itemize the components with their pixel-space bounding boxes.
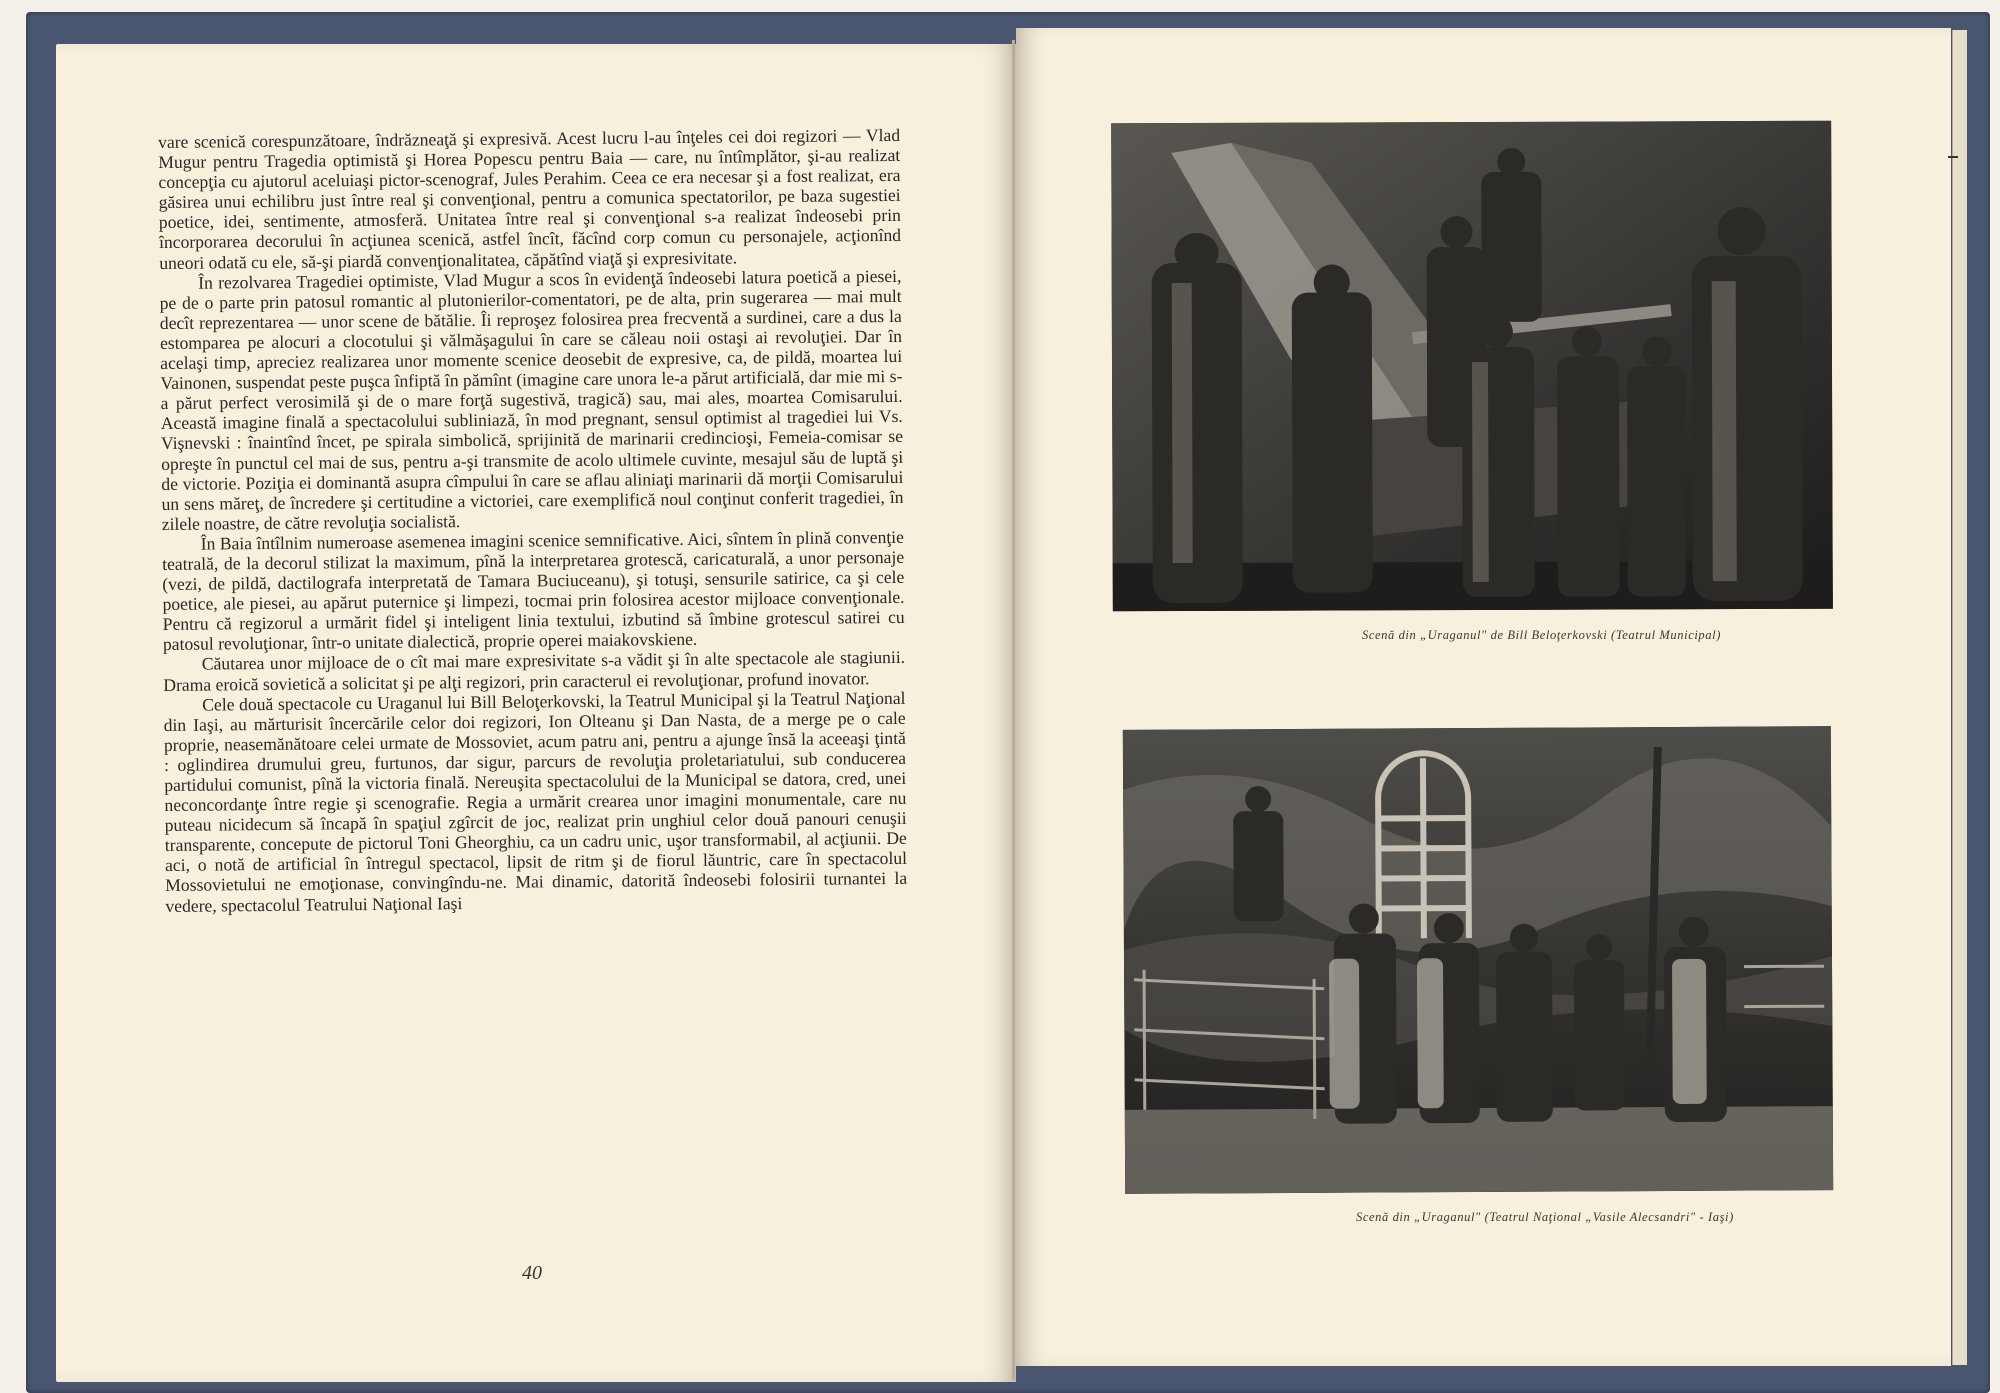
edge-mark — [1948, 156, 1958, 158]
photo-2-caption: Scenă din „Uraganul" (Teatrul Naţional „Vasile Alecsandri" - Iaşi) — [1356, 1210, 1734, 1224]
page-number: 40 — [522, 1262, 542, 1284]
body-text — [158, 125, 907, 916]
stage-photo-2-drawing — [1123, 726, 1833, 1194]
paragraph-3: În Baia întîlnim numeroase asemenea imagini scenice semnificative. Aici, sîntem în plină convenţie teatrală, de la decorul stilizat la maximum, pînă la interpretarea grotescă, caricaturală, a unor personaje (vezi, de pildă, dactilografa interpretată de Tamara Buciuceanu), şi totuşi, sensurile satirice, ca şi cele poetice, ale piesei, au apărut puternice şi limpezi, tocmai prin folosirea acestor mijloace convenţionale. Pentru că regizorul a urmărit fidel şi inteligent linia textului, izbutind să îmbine grotescul satirei cu patosul revoluţionar, într-o unitate dialectică, proprie operei maiakovskiene. — [162, 526, 905, 655]
paragraph-2: În rezolvarea Tragediei optimiste, Vlad Mugur a scos în evidenţă îndeosebi latura poetică a piesei, pe de o parte prin patosul romantic al plutonierilor-comentatori, pe de alta, prin sugerarea — mai mult decît reprezentarea — unor scene de bătălie. Îi reproşez folosirea prea frecventă a surdinei, care a dus la estomparea pe alocuri a clocotului şi vălmăşagului în care se căleau noii ostaşi ai revoluţiei. Dar în acelaşi timp, apreciez realizarea unor momente scenice deosebit de expresive, ca, de pildă, moartea lui Vainonen, suspendat peste puşca înfiptă în pămînt (imagine care unora le-a părut artificială, dar mie mi s-a părut perfect verosimilă şi de o mare forţă sugestivă, tragică) sau, mai ales, moartea Comisarului. Această imagine finală a spectacolului subliniază, în mod pregnant, sensul optimist al tragediei lui Vs. Vişnevski : înaintînd încet, pe spirala simbolică, sprijinită de marinarii credincioşi, Femeia-comisar se opreşte în punctul cel mai de sus, pentru a-şi transmite de acolo ultimele cuvinte, mesajul său de luptă şi de victorie. Poziţia ei dominantă asupra cîmpului în care se aflau aliniaţi marinarii dă morţii Comisarului un sens măreţ, de încredere şi certitudine a victoriei, care exemplifică noul conţinut conferit tragediei, în zilele noastre, de către revoluţia socialistă. — [159, 265, 904, 534]
paragraph-5: Cele două spectacole cu Uraganul lui Bill Beloţerkovski, la Teatrul Municipal şi la Teatrul Naţional din Iaşi, au mărturisit încercările celor doi regizori, Ion Olteanu şi Dan Nasta, de a merge pe o cale proprie, neasemănătoare celei urmate de Mossoviet, acum patru ani, pentru a ajunge însă la aceeaşi ţintă : oglindirea drumului greu, furtunos, dar sigur, parcurs de revoluţia proletariatului, sub conducerea partidului comunist, pînă la victoria finală. Nereuşita spectacolului de la Municipal se datora, cred, unei neconcordanţe între regie şi scenografie. Regia a urmărit crearea unor imagini monumentale, care nu puteau nicidecum să încapă în spaţiul zgîrcit de joc, realizat prin unghiul celor două panouri cenuşii transparente, concepute de pictorul Toni Gheorghiu, ca un cadru unic, uşor transformabil, al acţiunii. De aci, o notă de artificial în întregul spectacol, lipsit de ritm şi de fiorul lăuntric, care în spectacolul Mossovietului ne emoţionase, convingîndu-ne. Mai dinamic, datorită îndeosebi folosirii turnantei la vedere, spectacolul Teatrului Naţional Iaşi — [163, 687, 908, 916]
stage-photo-2 — [1123, 726, 1833, 1194]
stage-photo-1 — [1111, 121, 1833, 612]
paragraph-4: Căutarea unor mijloace de o cît mai mare expresivitate s-a vădit şi în alte spectacole ale stagiunii. Drama eroică sovietică a solicitat şi pe alţi regizori, prin caracterul ei revoluţionar, profund inovator. — [163, 647, 906, 695]
photo-1-caption: Scenă din „Uraganul" de Bill Beloţerkovski (Teatrul Municipal) — [1362, 628, 1721, 642]
page-edges — [1952, 30, 1967, 1365]
stage-photo-1-drawing — [1111, 121, 1833, 612]
paragraph-1: vare scenică corespunzătoare, îndrăzneaţă şi expresivă. Acest lucru l-au înţeles cei doi regizori — Vlad Mugur pentru Tragedia optimistă şi Horea Popescu pentru Baia — care, nu întîmplător, şi-au realizat concepţia cu ajutorul aceluiaşi pictor-scenograf, Jules Perahim. Ceea ce era necesar şi a fost realizat, era găsirea unui echilibru just între real şi convenţional, pentru a comunica spectatorilor, pe baza sugestiei poetice, idei, sentimente, atmosferă. Unitatea între real şi convenţional s-a realizat îndeosebi prin încorporarea decorului în acţiunea scenică, astfel încît, făcînd corp comun cu personajele, acţionînd uneori odată cu ele, să-şi piardă convenţionalitatea, căpătînd viaţă şi expresivitate. — [158, 124, 902, 273]
book-gutter — [1012, 40, 1015, 1380]
